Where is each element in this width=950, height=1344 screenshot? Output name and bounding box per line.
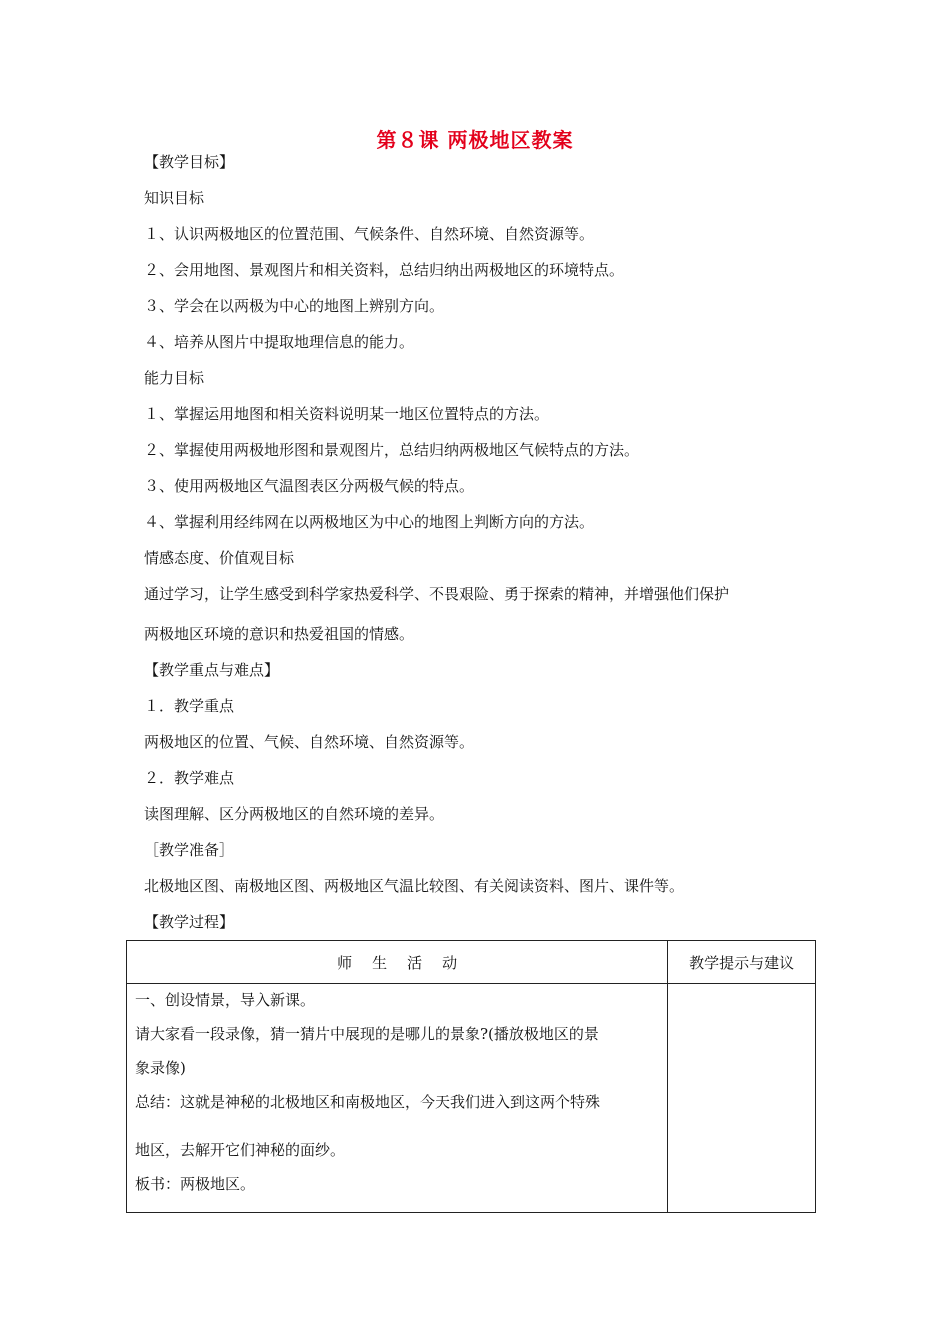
key-difficulty-heading: 【教学重点与难点】 [144, 661, 280, 679]
step-title: 一、创设情景，导入新课。 [135, 991, 316, 1009]
knowledge-item: １、认识两极地区的位置范围、气候条件、自然环境、自然资源等。 [144, 225, 595, 243]
emotion-text-line1: 通过学习，让学生感受到科学家热爱科学、不畏艰险、勇于探索的精神，并增强他们保护 [144, 585, 730, 603]
knowledge-item: ４、培养从图片中提取地理信息的能力。 [144, 333, 415, 351]
question-line2: 象录像) [135, 1059, 186, 1077]
prep-heading: ［教学准备］ [144, 841, 235, 859]
tips-cell [668, 984, 816, 1213]
page-title: 第８课 两极地区教案 [376, 128, 574, 152]
header-char: 动 [442, 953, 458, 972]
summary-line2: 地区，去解开它们神秘的面纱。 [135, 1141, 346, 1159]
key-point-label: １．教学重点 [144, 697, 235, 715]
ability-item: １、掌握运用地图和相关资料说明某一地区位置特点的方法。 [144, 405, 550, 423]
difficulty-text: 读图理解、区分两极地区的自然环境的差异。 [144, 805, 445, 823]
activity-cell [127, 984, 668, 1213]
goals-heading: 【教学目标】 [144, 153, 235, 171]
header-char: 生 [372, 953, 388, 972]
knowledge-item: ２、会用地图、景观图片和相关资料，总结归纳出两极地区的环境特点。 [144, 261, 625, 279]
header-teacher-student-activity [127, 941, 668, 984]
ability-item: ２、掌握使用两极地形图和景观图片，总结归纳两极地区气候特点的方法。 [144, 441, 640, 459]
table-header-row [127, 941, 816, 984]
prep-text: 北极地区图、南极地区图、两极地区气温比较图、有关阅读资料、图片、课件等。 [144, 877, 685, 895]
ability-item: ３、使用两极地区气温图表区分两极气候的特点。 [144, 477, 475, 495]
emotion-heading: 情感态度、价值观目标 [144, 549, 295, 567]
knowledge-item: ３、学会在以两极为中心的地图上辨别方向。 [144, 297, 445, 315]
process-table [126, 940, 816, 1213]
ability-heading: 能力目标 [144, 369, 205, 387]
table-row [127, 984, 816, 1213]
key-point-text: 两极地区的位置、气候、自然环境、自然资源等。 [144, 733, 475, 751]
knowledge-heading: 知识目标 [144, 189, 205, 207]
difficulty-label: ２．教学难点 [144, 769, 235, 787]
summary-line1: 总结：这就是神秘的北极地区和南极地区，今天我们进入到这两个特殊 [135, 1093, 601, 1111]
header-char: 活 [407, 953, 423, 972]
header-teaching-tips: 教学提示与建议 [668, 941, 816, 984]
board-note: 板书：两极地区。 [135, 1175, 256, 1193]
emotion-text-line2: 两极地区环境的意识和热爱祖国的情感。 [144, 625, 415, 643]
header-char: 师 [337, 953, 353, 972]
ability-item: ４、掌握利用经纬网在以两极地区为中心的地图上判断方向的方法。 [144, 513, 595, 531]
process-heading: 【教学过程】 [144, 913, 235, 931]
question-line1: 请大家看一段录像，猜一猜片中展现的是哪儿的景象?(播放极地区的景 [135, 1025, 599, 1043]
